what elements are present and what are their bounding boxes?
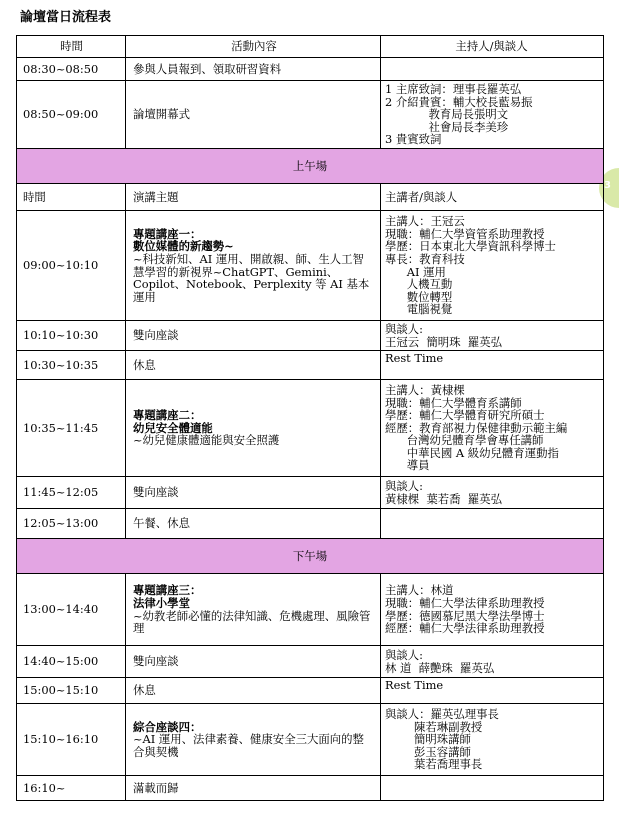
row-content: 滿載而歸	[126, 776, 381, 801]
host-line: 陳若琳副教授	[385, 719, 483, 734]
row-content: 休息	[126, 351, 381, 380]
table-row	[17, 351, 604, 380]
host-line: 主講人：林道	[385, 583, 454, 598]
row-time: 15:10~16:10	[17, 704, 126, 776]
row-content	[126, 574, 381, 646]
host-line: 教育局長張明文	[385, 107, 509, 122]
row-host	[381, 574, 604, 646]
header-row	[17, 36, 604, 58]
lecture-title: 法律小學堂	[133, 595, 190, 610]
host-line: 現職：輔仁大學法律系助理教授	[385, 595, 545, 610]
section-label: 下午場	[17, 539, 604, 574]
host-line: 林 道 薛艷珠 羅英弘	[385, 660, 495, 675]
row-host	[381, 477, 604, 509]
host-line: 學歷：德國慕尼黑大學法學博士	[385, 608, 545, 623]
host-line: 社會局長李美珍	[385, 119, 509, 134]
host-line: 主講人：黃棣棵	[385, 382, 465, 397]
table-row	[17, 211, 604, 321]
row-content: 參與人員報到、領取研習資料	[126, 58, 381, 81]
section-label: 上午場	[17, 149, 604, 184]
table-row	[17, 321, 604, 351]
row-time: 09:00~10:10	[17, 211, 126, 321]
row-host: Rest Time	[381, 678, 604, 704]
document-title: 論壇當日流程表	[20, 10, 112, 25]
row-time: 15:00~15:10	[17, 678, 126, 704]
host-line: 與談人：羅英弘理事長	[385, 707, 499, 722]
row-host	[381, 380, 604, 477]
host-line: 現職：輔仁大學體育系講師	[385, 395, 522, 410]
host-line: 學歷：輔仁大學體育研究所碩士	[385, 408, 545, 423]
row-time: 10:10~10:30	[17, 321, 126, 351]
host-line: 與談人:	[385, 647, 424, 662]
subheader-host: 主講者/與談人	[381, 184, 604, 211]
table-row	[17, 58, 604, 81]
subheader-time: 時間	[17, 184, 126, 211]
row-host	[381, 58, 604, 81]
row-content: 雙向座談	[126, 477, 381, 509]
lecture-number: 綜合座談四：	[133, 719, 202, 734]
lecture-description: ~幼教老師必懂的法律知識、危機處理、風險管理	[133, 608, 371, 636]
host-line: 1 主席致詞：理事長羅英弘	[385, 82, 522, 97]
host-line: 電腦視覺	[385, 302, 453, 317]
schedule-table	[16, 35, 604, 801]
table-row	[17, 678, 604, 704]
table-row	[17, 776, 604, 801]
row-host	[381, 776, 604, 801]
host-line: 經歷：教育部視力保健律動示範主編	[385, 420, 568, 435]
lecture-description: ~AI 運用、法律素養、健康安全三大面向的整合與契機	[133, 732, 364, 759]
host-line: 現職：輔仁大學資管系助理教授	[385, 226, 545, 241]
host-line: 中華民國 A 級幼兒體育運動指	[385, 445, 559, 460]
host-line: 人機互動	[385, 277, 453, 292]
table-row	[17, 704, 604, 776]
row-time: 16:10~	[17, 776, 126, 801]
row-content: 午餐、休息	[126, 509, 381, 539]
host-line: 經歷：輔仁大學法律系助理教授	[385, 621, 545, 636]
table-row	[17, 574, 604, 646]
host-line: 葉若喬理事長	[385, 757, 483, 772]
host-line: 主講人：王冠云	[385, 214, 465, 229]
row-time: 13:00~14:40	[17, 574, 126, 646]
host-line: 3 貴賓致詞	[385, 132, 442, 147]
lecture-title: 幼兒安全體適能	[133, 420, 213, 435]
host-line: 彭玉容講師	[385, 744, 471, 759]
lecture-description: ~科技新知、AI 運用、開啟親、師、生人工智慧學習的新視界~ChatGPT、Gemini、Copilot、Notebook、Perplexity 等 AI 基本運用	[133, 251, 370, 304]
table-row	[17, 477, 604, 509]
row-host	[381, 81, 604, 149]
lecture-number: 專題講座二：	[133, 408, 202, 423]
table-row	[17, 509, 604, 539]
section-row-afternoon	[17, 539, 604, 574]
lecture-description: ~幼兒健康體適能與安全照護	[133, 433, 280, 448]
row-content	[126, 211, 381, 321]
row-content: 休息	[126, 678, 381, 704]
subheader-row	[17, 184, 604, 211]
host-line: 王冠云 簡明珠 羅英弘	[385, 334, 502, 349]
header-time: 時間	[17, 36, 126, 58]
header-content: 活動內容	[126, 36, 381, 58]
row-content: 雙向座談	[126, 321, 381, 351]
lecture-number: 專題講座三：	[133, 583, 202, 598]
row-time: 08:30~08:50	[17, 58, 126, 81]
subheader-content: 演講主題	[126, 184, 381, 211]
lecture-title: 數位媒體的新趨勢~	[133, 239, 234, 254]
host-line: 黃棣棵 葉若喬 羅英弘	[385, 491, 502, 506]
host-line: 學歷：日本東北大學資訊科學博士	[385, 239, 556, 254]
section-row-morning	[17, 149, 604, 184]
row-content	[126, 704, 381, 776]
lecture-number: 專題講座一：	[133, 226, 202, 241]
row-time: 14:40~15:00	[17, 646, 126, 678]
row-host	[381, 704, 604, 776]
row-time: 11:45~12:05	[17, 477, 126, 509]
row-content: 雙向座談	[126, 646, 381, 678]
host-line: 台灣幼兒體育學會專任講師	[385, 433, 544, 448]
host-line: AI 運用	[385, 264, 446, 279]
row-host	[381, 321, 604, 351]
row-host	[381, 211, 604, 321]
host-line: 與談人:	[385, 321, 424, 336]
row-host: Rest Time	[381, 351, 604, 380]
row-time: 12:05~13:00	[17, 509, 126, 539]
row-content: 論壇開幕式	[126, 81, 381, 149]
row-host	[381, 509, 604, 539]
row-content	[126, 380, 381, 477]
table-row	[17, 646, 604, 678]
table-row	[17, 380, 604, 477]
row-time: 08:50~09:00	[17, 81, 126, 149]
table-row	[17, 81, 604, 149]
row-time: 10:30~10:35	[17, 351, 126, 380]
header-host: 主持人/與談人	[381, 36, 604, 58]
host-line: 2 介紹貴賓：輔大校長藍易振	[385, 94, 533, 109]
row-time: 10:35~11:45	[17, 380, 126, 477]
host-line: 簡明珠講師	[385, 732, 471, 747]
host-line: 數位轉型	[385, 289, 453, 304]
row-host	[381, 646, 604, 678]
side-tab-label: 3	[604, 180, 611, 191]
host-line: 與談人:	[385, 478, 424, 493]
host-line: 導員	[385, 458, 430, 473]
host-line: 專長：教育科技	[385, 251, 465, 266]
